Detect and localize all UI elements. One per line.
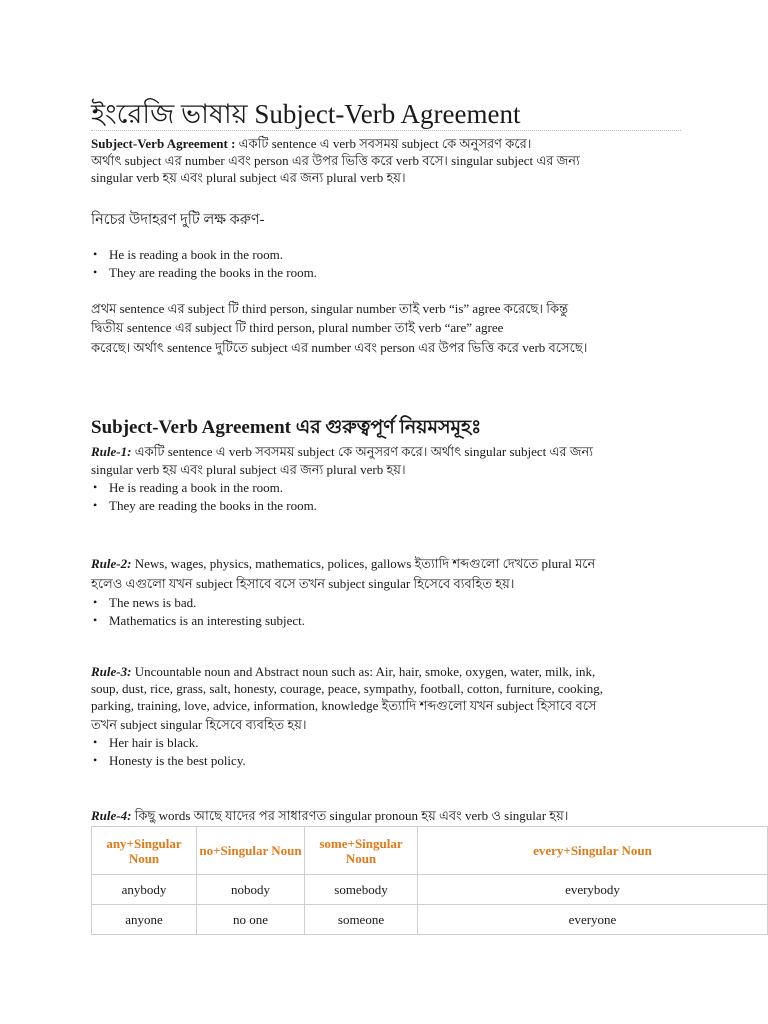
table-header-row xyxy=(92,827,768,875)
rule-3-line4: তখন subject singular হিসেবে ব্যবহিত হয়। xyxy=(91,716,307,732)
intro-line2: অর্থাৎ subject এর number এবং person এর উপর ভিত্তি করে verb বসে। singular subject এর জন্য xyxy=(91,153,580,168)
rule-2-line2: হলেও এগুলো যখন subject হিসাবে বসে তখন subject singular হিসেবে ব্যবহিত হয়। xyxy=(91,576,515,591)
table-row xyxy=(92,905,768,935)
rule-3-examples xyxy=(91,734,760,769)
rule-2-examples xyxy=(91,594,760,629)
rule-1-label: Rule-1: xyxy=(91,444,132,459)
table-cell: someone xyxy=(305,905,418,935)
intro-lead: Subject-Verb Agreement : xyxy=(91,136,236,151)
rule-3-label: Rule-3: xyxy=(91,664,132,679)
rule-1 xyxy=(91,443,760,514)
list-item: • Honesty is the best policy. xyxy=(91,752,760,770)
table-cell: no one xyxy=(197,905,305,935)
table-cell: anyone xyxy=(92,905,197,935)
explanation-line1: প্রথম sentence এর subject টি third person, singular number তাই verb “is” agree করেছে। কিন্তু xyxy=(91,301,569,316)
table-cell: anybody xyxy=(92,875,197,905)
table-header-cell: any+Singular Noun xyxy=(92,827,197,875)
table-row xyxy=(92,875,768,905)
table-cell: somebody xyxy=(305,875,418,905)
rule-4-label: Rule-4: xyxy=(91,808,132,823)
title-divider xyxy=(91,130,681,131)
rule-4-line1: কিছু words আছে যাদের পর সাধারণত singular pronoun হয় এবং verb ও singular হয়। xyxy=(131,808,569,823)
list-item: • He is reading a book in the room. xyxy=(91,479,760,497)
list-item: • Mathematics is an interesting subject. xyxy=(91,612,760,630)
rule-1-line2: singular verb হয় এবং plural subject এর জন্য plural verb হয়। xyxy=(91,462,406,477)
explanation-line3: করেছে। অর্থাৎ sentence দুটিতে subject এর number এবং person এর উপর ভিত্তি করে verb বসেছে। xyxy=(91,340,588,355)
table-cell: everyone xyxy=(418,905,768,935)
table-header-cell: no+Singular Noun xyxy=(197,827,305,875)
examples-heading: নিচের উদাহরণ দুটি লক্ষ করুণ- xyxy=(91,212,265,228)
rules-heading: Subject-Verb Agreement এর গুরুত্বপূর্ণ নিয়মসমূহঃ xyxy=(91,417,482,438)
intro-line3: singular verb হয় এবং plural subject এর জন্য plural verb হয়। xyxy=(91,170,406,185)
list-item: • The news is bad. xyxy=(91,594,760,612)
page-title xyxy=(91,97,760,131)
explanation-line2: দ্বিতীয় sentence এর subject টি third person, plural number তাই verb “are” agree xyxy=(91,320,504,335)
list-item: • He is reading a book in the room. xyxy=(91,246,760,264)
page-title-bangla: ইংরেজি ভাষায় xyxy=(91,99,248,129)
rule-3-line1: Uncountable noun and Abstract noun such as: Air, hair, smoke, oxygen, water, milk, ink, xyxy=(131,664,596,679)
rule-3 xyxy=(91,663,760,769)
table-header-cell: some+Singular Noun xyxy=(305,827,418,875)
intro-line1: একটি sentence এ verb সবসময় subject কে অনুসরণ করে। xyxy=(235,136,532,151)
rule-2-line1: News, wages, physics, mathematics, polices, gallows ইত্যাদি শব্দগুলো দেখতে plural মনে xyxy=(131,556,596,571)
table-cell: everybody xyxy=(418,875,768,905)
page-title-english: Subject-Verb Agreement xyxy=(254,99,521,129)
table-header-cell: every+Singular Noun xyxy=(418,827,768,875)
rule-1-examples xyxy=(91,479,760,514)
rule-1-line1: একটি sentence এ verb সবসময় subject কে অনুসরণ করে। অর্থাৎ singular subject এর জন্য xyxy=(131,444,593,459)
list-item: • Her hair is black. xyxy=(91,734,760,752)
rule-4 xyxy=(91,807,760,824)
list-item: • They are reading the books in the room. xyxy=(91,497,760,515)
examples-list xyxy=(91,246,760,281)
rule-2 xyxy=(91,554,760,629)
rule-3-line3: parking, training, love, advice, information, knowledge ইত্যাদি শব্দগুলো যখন subject হিসাবে বসে xyxy=(91,698,597,713)
list-item: • They are reading the books in the room. xyxy=(91,264,760,282)
intro-paragraph xyxy=(91,135,760,186)
pronoun-table xyxy=(91,826,768,935)
rule-3-line2: soup, dust, rice, grass, salt, honesty, courage, peace, sympathy, football, cotton, furniture, cooking, xyxy=(91,681,604,696)
explanation-paragraph xyxy=(91,299,760,359)
table-cell: nobody xyxy=(197,875,305,905)
rule-2-label: Rule-2: xyxy=(91,556,132,571)
